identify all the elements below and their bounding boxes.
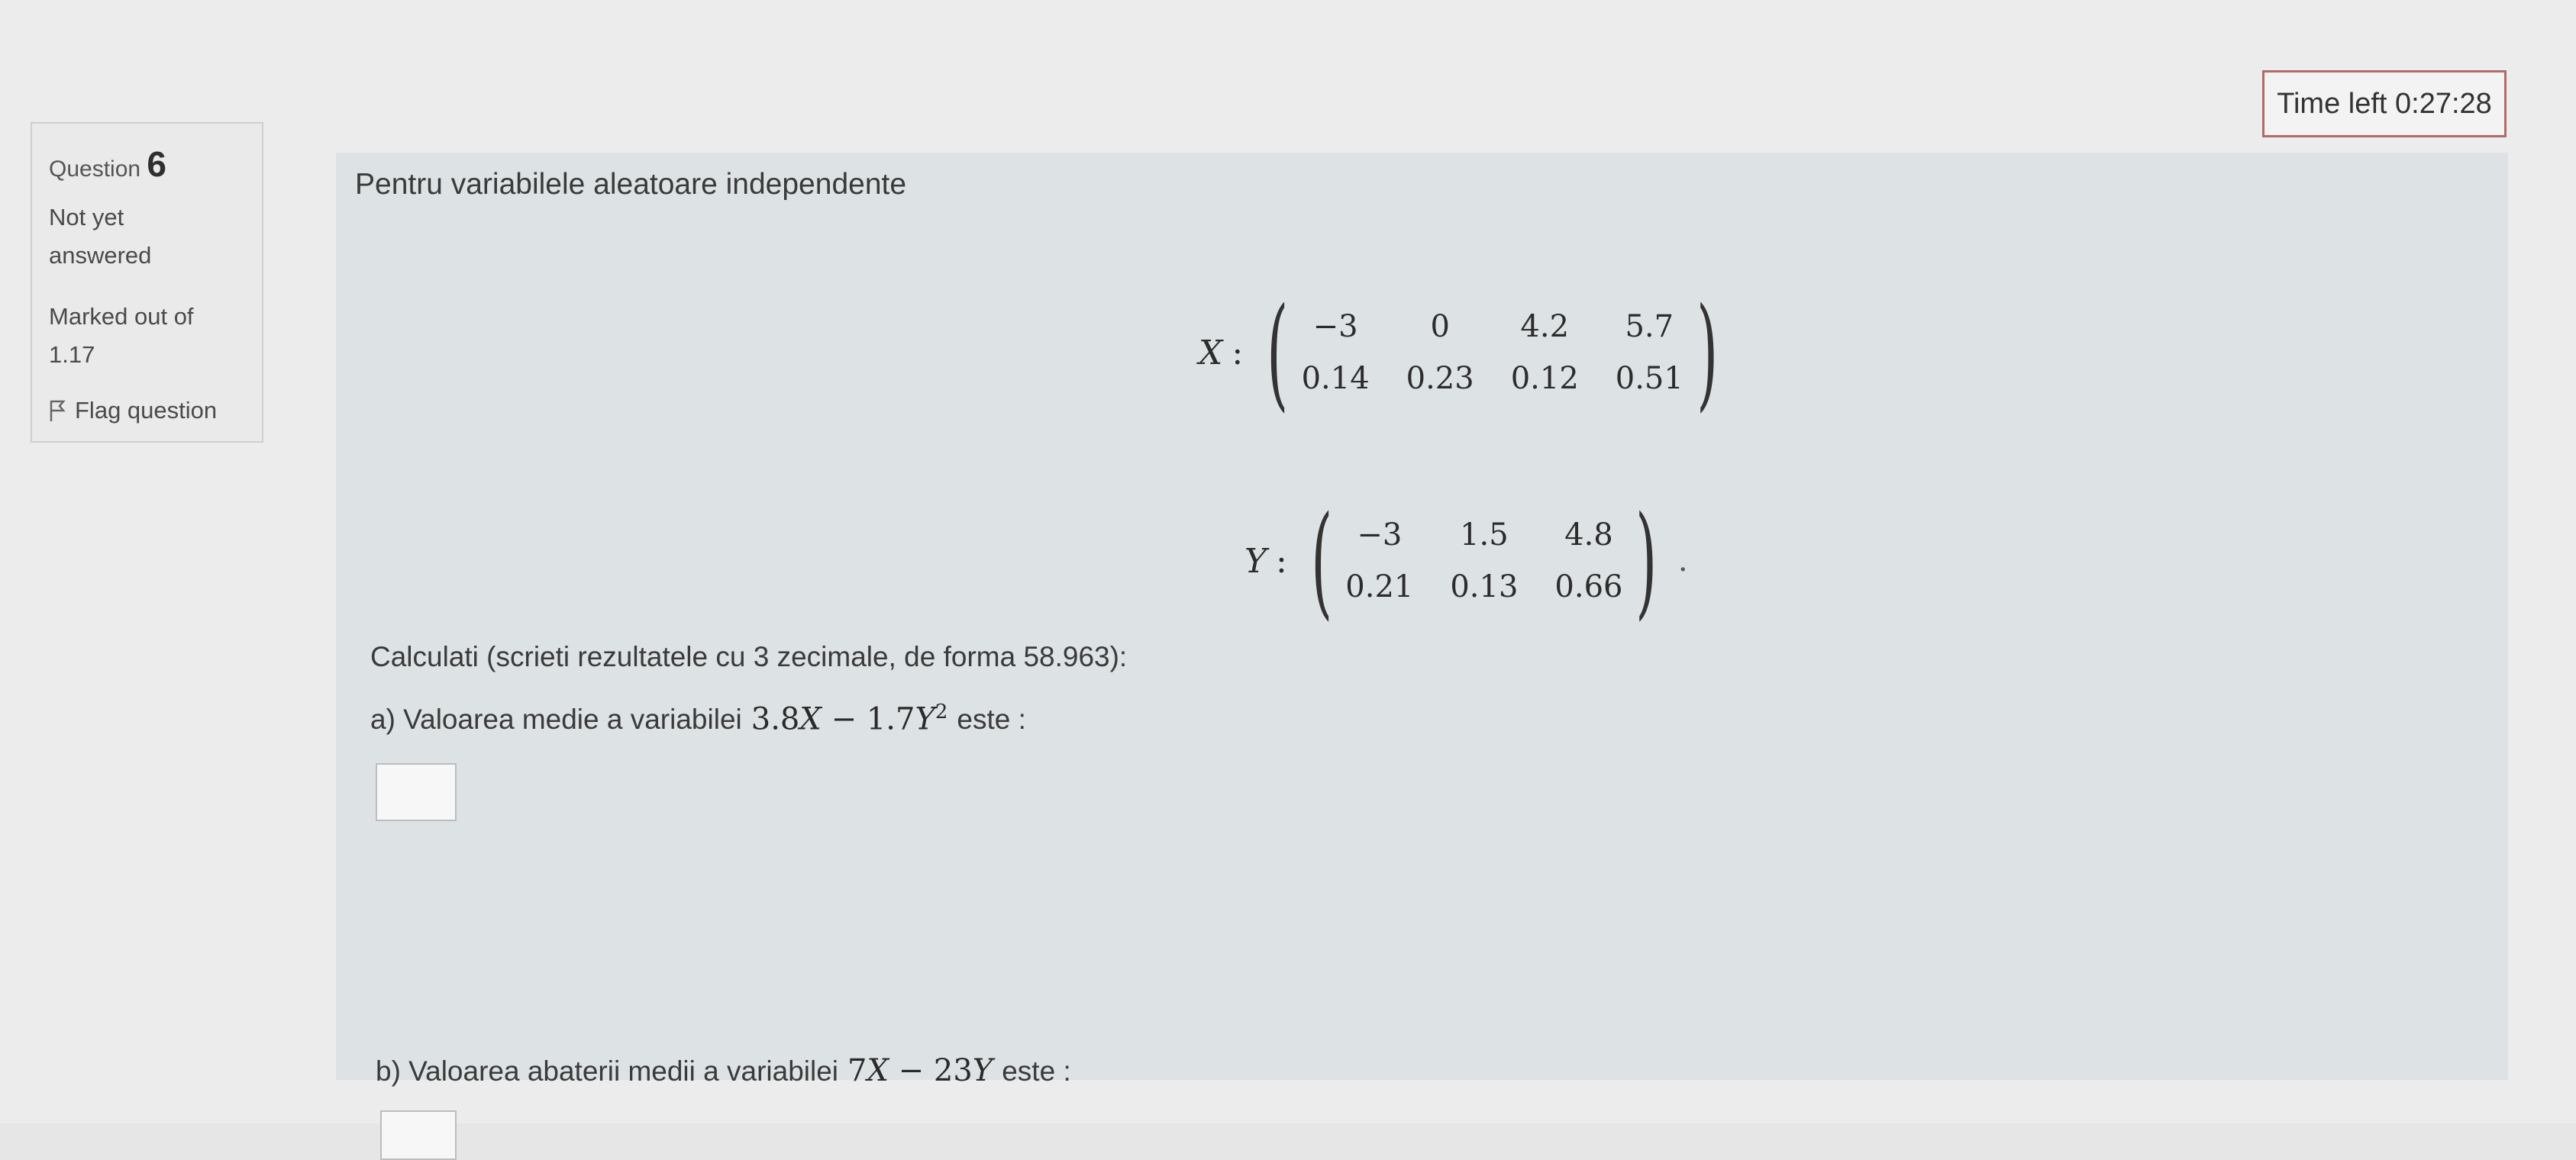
part-a-coef-2: 1.7	[866, 701, 915, 737]
matrix-x-colon: :	[1232, 333, 1244, 372]
question-intro: Pentru variabilele aleatoare independente	[355, 168, 907, 201]
flag-icon	[49, 399, 66, 422]
question-marks: Marked out of 1.17	[49, 303, 194, 368]
matrix-y-variable: Y	[1244, 541, 1267, 581]
right-paren-icon: )	[1635, 489, 1658, 632]
matrix-y-cell: −3	[1357, 517, 1403, 553]
part-b-suffix: este :	[1002, 1055, 1071, 1087]
part-b-coef-2: 23	[933, 1053, 973, 1088]
part-b-text	[376, 1053, 1071, 1088]
matrix-x-cell: 0.23	[1406, 361, 1474, 396]
part-b-minus: −	[888, 1053, 934, 1088]
question-number	[49, 143, 245, 185]
matrix-x-cell: 0.12	[1510, 361, 1579, 396]
part-b-var-2: Y	[972, 1053, 993, 1088]
part-a-text	[370, 701, 1026, 736]
question-number-value: 6	[147, 144, 167, 184]
matrix-x-cell: 4.2	[1520, 309, 1570, 344]
flag-question-button[interactable]	[49, 397, 245, 424]
matrix-x-cell: 5.7	[1625, 309, 1674, 344]
part-a-var-2: Y	[915, 701, 935, 737]
part-a-prefix: a) Valoarea medie a variabilei	[370, 704, 742, 736]
flag-question-label: Flag question	[75, 397, 218, 424]
matrix-x-cell: 0.14	[1301, 361, 1370, 396]
left-paren-icon: (	[1267, 281, 1289, 424]
question-info-block	[31, 122, 263, 443]
question-state: Not yet answered	[49, 204, 152, 269]
time-left-label: Time left 0:27:28	[2277, 87, 2492, 120]
matrix-x-variable: X	[1199, 333, 1223, 372]
part-a-minus: −	[821, 701, 867, 737]
part-b-var-1: X	[867, 1053, 889, 1088]
part-a-coef-1: 3.8	[751, 701, 800, 737]
part-a-suffix: este :	[957, 704, 1026, 736]
matrix-x-cell: 0	[1430, 309, 1450, 344]
calculation-instructions: Calculati (scrieti rezultatele cu 3 zecimale, de forma 58.963):	[370, 641, 1128, 672]
part-a-expression	[751, 701, 948, 736]
part-a-answer-input[interactable]	[376, 763, 457, 821]
question-prefix: Question	[49, 156, 141, 182]
right-paren-icon: )	[1696, 281, 1719, 424]
matrix-y-cell: 4.8	[1564, 517, 1613, 553]
matrix-x-cell: −3	[1312, 309, 1358, 344]
matrix-y-grid	[1345, 509, 1622, 613]
matrix-x-grid	[1302, 301, 1683, 404]
part-a-power: 2	[935, 701, 948, 723]
matrix-y-cell: 0.13	[1450, 569, 1519, 604]
time-left-indicator	[2262, 70, 2507, 137]
matrix-y-cell: 1.5	[1460, 517, 1509, 553]
matrix-y-cell: 0.21	[1345, 569, 1414, 604]
matrix-y-cell: 0.66	[1554, 569, 1623, 604]
matrix-x	[1199, 281, 1731, 424]
left-paren-icon: (	[1311, 489, 1333, 632]
matrix-y-period: .	[1677, 543, 1688, 578]
matrix-y-colon: :	[1276, 541, 1287, 581]
part-b-answer-input[interactable]	[380, 1110, 457, 1160]
part-b-expression	[847, 1053, 993, 1088]
matrix-x-cell: 0.51	[1615, 361, 1683, 396]
question-content	[336, 153, 2508, 1088]
part-a-var-1: X	[799, 701, 822, 737]
part-b-prefix: b) Valoarea abaterii medii a variabilei	[376, 1055, 839, 1087]
part-b-coef-1: 7	[847, 1053, 867, 1088]
matrix-y	[1244, 489, 1688, 632]
